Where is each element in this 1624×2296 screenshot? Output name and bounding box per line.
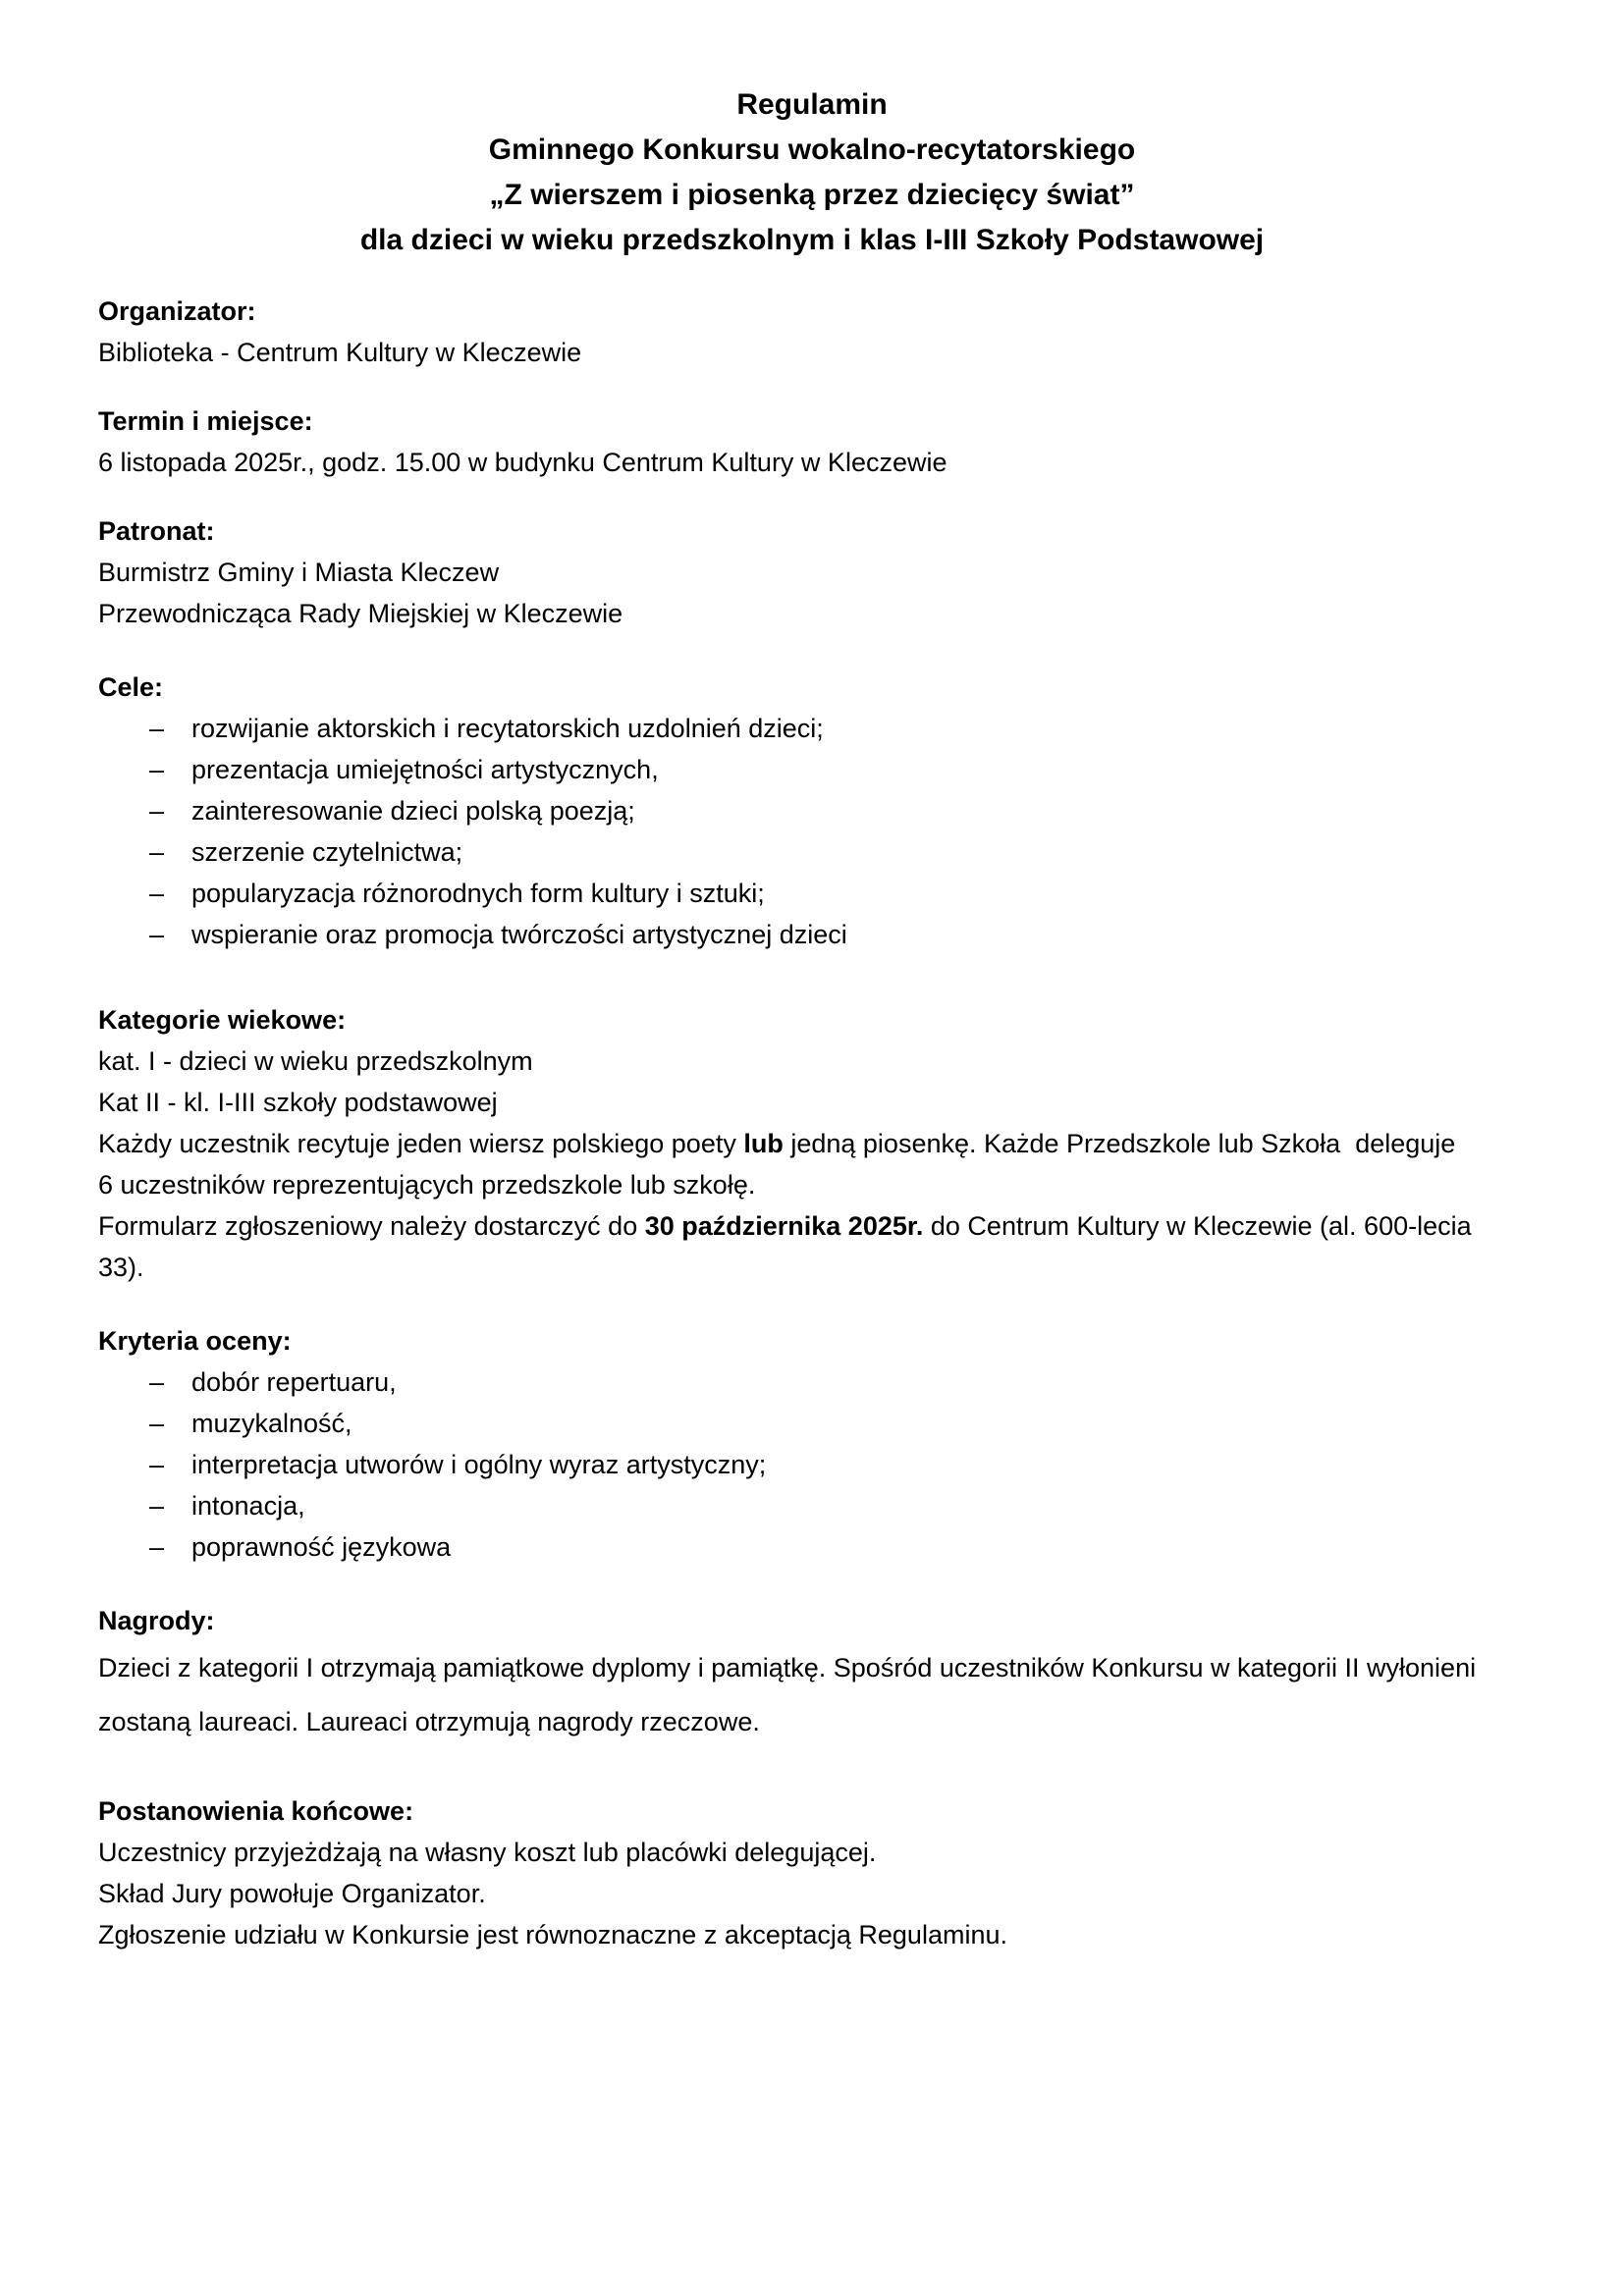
bullet-item <box>98 914 1526 955</box>
section-cele <box>98 667 1526 955</box>
text: dobór repertuaru, <box>191 1367 397 1397</box>
document-title-block <box>98 82 1526 263</box>
text: poprawność językowa <box>191 1532 452 1562</box>
title-line-4: dla dzieci w wieku przedszkolnym i klas I-III Szkoły Podstawowej <box>359 224 1265 256</box>
bullet-item <box>98 1526 1526 1568</box>
bullet-text <box>191 790 635 831</box>
text-line <box>98 1164 1526 1205</box>
section-kryteria <box>98 1320 1526 1568</box>
text-line <box>98 1914 1526 1955</box>
bullet-item <box>98 708 1526 749</box>
text: Biblioteka - Centrum Kultury w Kleczewie <box>98 338 582 367</box>
bullet-text <box>191 831 462 873</box>
text: Zgłoszenie udziału w Konkursie jest równoznaczne z akceptacją Regulaminu. <box>98 1920 1007 1949</box>
bullet-text <box>191 873 765 914</box>
title-line-1: Regulamin <box>736 88 888 121</box>
text-line <box>98 1205 1526 1247</box>
text: rozwijanie aktorskich i recytatorskich uzdolnień dzieci; <box>191 714 824 743</box>
text: kat. I - dzieci w wieku przedszkolnym <box>98 1046 533 1076</box>
text-line <box>98 593 1526 634</box>
bullet-text <box>191 1526 451 1568</box>
section-kategorie <box>98 999 1526 1288</box>
text: popularyzacja różnorodnych form kultury i sztuki; <box>191 879 765 908</box>
text: Kat II - kl. I-III szkoły podstawowej <box>98 1088 498 1117</box>
text: 6 uczestników reprezentujących przedszkole lub szkołę. <box>98 1170 756 1200</box>
bullet-text <box>191 1403 352 1444</box>
title-line-2: Gminnego Konkursu wokalno-recytatorskiego <box>488 133 1136 166</box>
bullet-dash-marker: – <box>149 1491 165 1521</box>
text-line <box>98 1873 1526 1914</box>
text: Skład Jury powołuje Organizator. <box>98 1879 486 1908</box>
sections <box>98 291 1526 1955</box>
bullet-dash-marker: – <box>149 714 165 743</box>
bullet-item <box>98 1403 1526 1444</box>
text: do Centrum Kultury w Kleczewie (al. 600-lecia <box>923 1211 1472 1241</box>
bullet-item <box>98 749 1526 790</box>
bullet-item <box>98 831 1526 873</box>
bullet-dash-marker: – <box>149 1532 165 1562</box>
bullet-text <box>191 708 824 749</box>
bullet-dash-marker: – <box>149 1367 165 1397</box>
bullet-item <box>98 1362 1526 1403</box>
text: prezentacja umiejętności artystycznych, <box>191 755 659 784</box>
text-line <box>98 332 1526 373</box>
text: muzykalność, <box>191 1409 352 1438</box>
text: Przewodnicząca Rady Miejskiej w Kleczewie <box>98 599 623 628</box>
bold-text: 30 października 2025r. <box>644 1211 924 1241</box>
text: interpretacja utworów i ogólny wyraz artystyczny; <box>191 1450 767 1479</box>
bullet-item <box>98 1485 1526 1526</box>
title-line-3: „Z wierszem i piosenką przez dziecięcy świat” <box>489 179 1135 211</box>
bullet-dash-marker: – <box>149 796 165 826</box>
bullet-text <box>191 1485 305 1526</box>
section-heading: Termin i miejsce: <box>98 406 313 436</box>
bullet-dash-marker: – <box>149 1409 165 1438</box>
bullet-item <box>98 790 1526 831</box>
section-heading: Patronat: <box>98 516 215 546</box>
section-patronat <box>98 510 1526 634</box>
bullet-text <box>191 1362 397 1403</box>
text-line <box>98 1041 1526 1082</box>
text: szerzenie czytelnictwa; <box>191 837 463 867</box>
section-heading: Kategorie wiekowe: <box>98 1005 347 1035</box>
section-heading: Nagrody: <box>98 1606 215 1635</box>
text-line <box>98 552 1526 593</box>
bullet-text <box>191 749 659 790</box>
text-line <box>98 1247 1526 1288</box>
text: intonacja, <box>191 1491 305 1521</box>
text: Burmistrz Gminy i Miasta Kleczew <box>98 558 500 587</box>
bullet-dash-marker: – <box>149 879 165 908</box>
text: jedną piosenkę. Każde Przedszkole lub Szkoła deleguje <box>783 1129 1456 1158</box>
text: zainteresowanie dzieci polską poezją; <box>191 796 635 826</box>
text-line <box>98 442 1526 483</box>
bullet-dash-marker: – <box>149 837 165 867</box>
section-heading: Organizator: <box>98 296 256 326</box>
bullet-text <box>191 914 847 955</box>
section-nagrody <box>98 1600 1526 1749</box>
text: Formularz zgłoszeniowy należy dostarczyć do <box>98 1211 645 1241</box>
text: Uczestnicy przyjeżdżają na własny koszt lub placówki delegującej. <box>98 1838 877 1867</box>
section-postanowienia <box>98 1790 1526 1955</box>
section-organizator <box>98 291 1526 373</box>
bullet-dash-marker: – <box>149 920 165 949</box>
text: 33). <box>98 1253 144 1282</box>
bullet-dash-marker: – <box>149 1450 165 1479</box>
text: Dzieci z kategorii I otrzymają pamiątkowe dyplomy i pamiątkę. Spośród uczestników Konkursu w kategorii II wyłonieni <box>98 1653 1477 1682</box>
text-line <box>98 1695 1526 1749</box>
bullet-item <box>98 1444 1526 1485</box>
bullet-text <box>191 1444 766 1485</box>
text: 6 listopada 2025r., godz. 15.00 w budynku Centrum Kultury w Kleczewie <box>98 448 947 477</box>
text: Każdy uczestnik recytuje jeden wiersz polskiego poety <box>98 1129 744 1158</box>
section-heading: Kryteria oceny: <box>98 1326 292 1356</box>
text-line <box>98 1641 1526 1695</box>
bold-text: lub <box>743 1129 784 1158</box>
bullet-item <box>98 873 1526 914</box>
section-termin <box>98 400 1526 483</box>
text-line <box>98 1123 1526 1164</box>
text: zostaną laureaci. Laureaci otrzymują nagrody rzeczowe. <box>98 1707 760 1736</box>
bullet-dash-marker: – <box>149 755 165 784</box>
text-line <box>98 1832 1526 1873</box>
text-line <box>98 1082 1526 1123</box>
section-heading: Postanowienia końcowe: <box>98 1796 414 1826</box>
text: wspieranie oraz promocja twórczości artystycznej dzieci <box>191 920 847 949</box>
section-heading: Cele: <box>98 672 164 702</box>
